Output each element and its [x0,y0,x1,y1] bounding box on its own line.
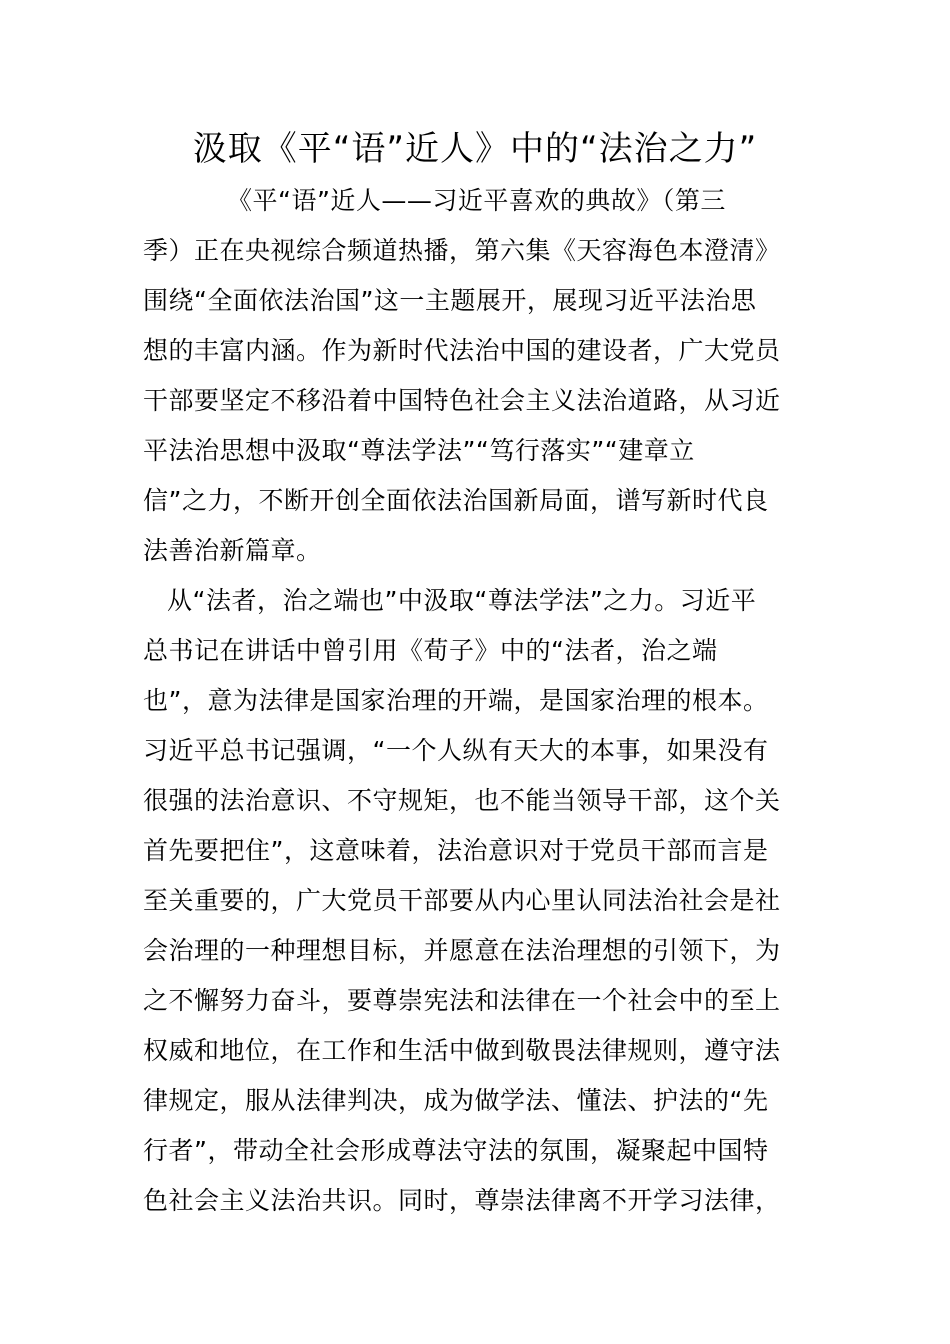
paragraph-line: 从“法者，治之端也”中汲取“尊法学法”之力。习近平 [167,586,757,615]
paragraph-intro [143,176,813,576]
paragraph-line: 《平“语”近人——习近平喜欢的典故》（第三 [227,186,726,215]
paragraph-line: 很强的法治意识、不守规矩，也不能当领导干部，这个关 [143,786,781,815]
paragraph-line: 季）正在央视综合频道热播，第六集《天容海色本澄清》 [143,236,781,265]
paragraph-line: 首先要把住”，这意味着，法治意识对于党员干部而言是 [143,836,769,865]
paragraph-line: 想的丰富内涵。作为新时代法治中国的建设者，广大党员 [143,336,781,365]
paragraph-line: 平法治思想中汲取“尊法学法”“笃行落实”“建章立 [143,436,695,465]
paragraph-line: 干部要坚定不移沿着中国特色社会主义法治道路，从习近 [143,386,781,415]
paragraph-line: 权威和地位，在工作和生活中做到敬畏法律规则，遵守法 [143,1036,781,1065]
paragraph-line: 色社会主义法治共识。同时，尊崇法律离不开学习法律， [143,1186,781,1215]
paragraph-line: 围绕“全面依法治国”这一主题展开，展现习近平法治思 [143,286,757,315]
paragraph-line: 之不懈努力奋斗，要尊崇宪法和法律在一个社会中的至上 [143,986,781,1015]
paragraph-line: 律规定，服从法律判决，成为做学法、懂法、护法的“先 [143,1086,769,1115]
paragraph-line: 法善治新篇章。 [143,536,322,565]
paragraph-line: 习近平总书记强调，“一个人纵有天大的本事，如果没有 [143,736,769,765]
paragraph-section-1 [143,576,813,1226]
paragraph-line: 总书记在讲话中曾引用《荀子》中的“法者，治之端 [143,636,718,665]
paragraph-line: 行者”，带动全社会形成尊法守法的氛围，凝聚起中国特 [143,1136,769,1165]
paragraph-line: 至关重要的，广大党员干部要从内心里认同法治社会是社 [143,886,781,915]
paragraph-line: 也”，意为法律是国家治理的开端，是国家治理的根本。 [143,686,769,715]
document-title: 汲取《平“语”近人》中的“法治之力” [192,129,758,169]
paragraph-line: 会治理的一种理想目标，并愿意在法治理想的引领下，为 [143,936,781,965]
paragraph-line: 信”之力，不断开创全面依法治国新局面，谱写新时代良 [143,486,769,515]
